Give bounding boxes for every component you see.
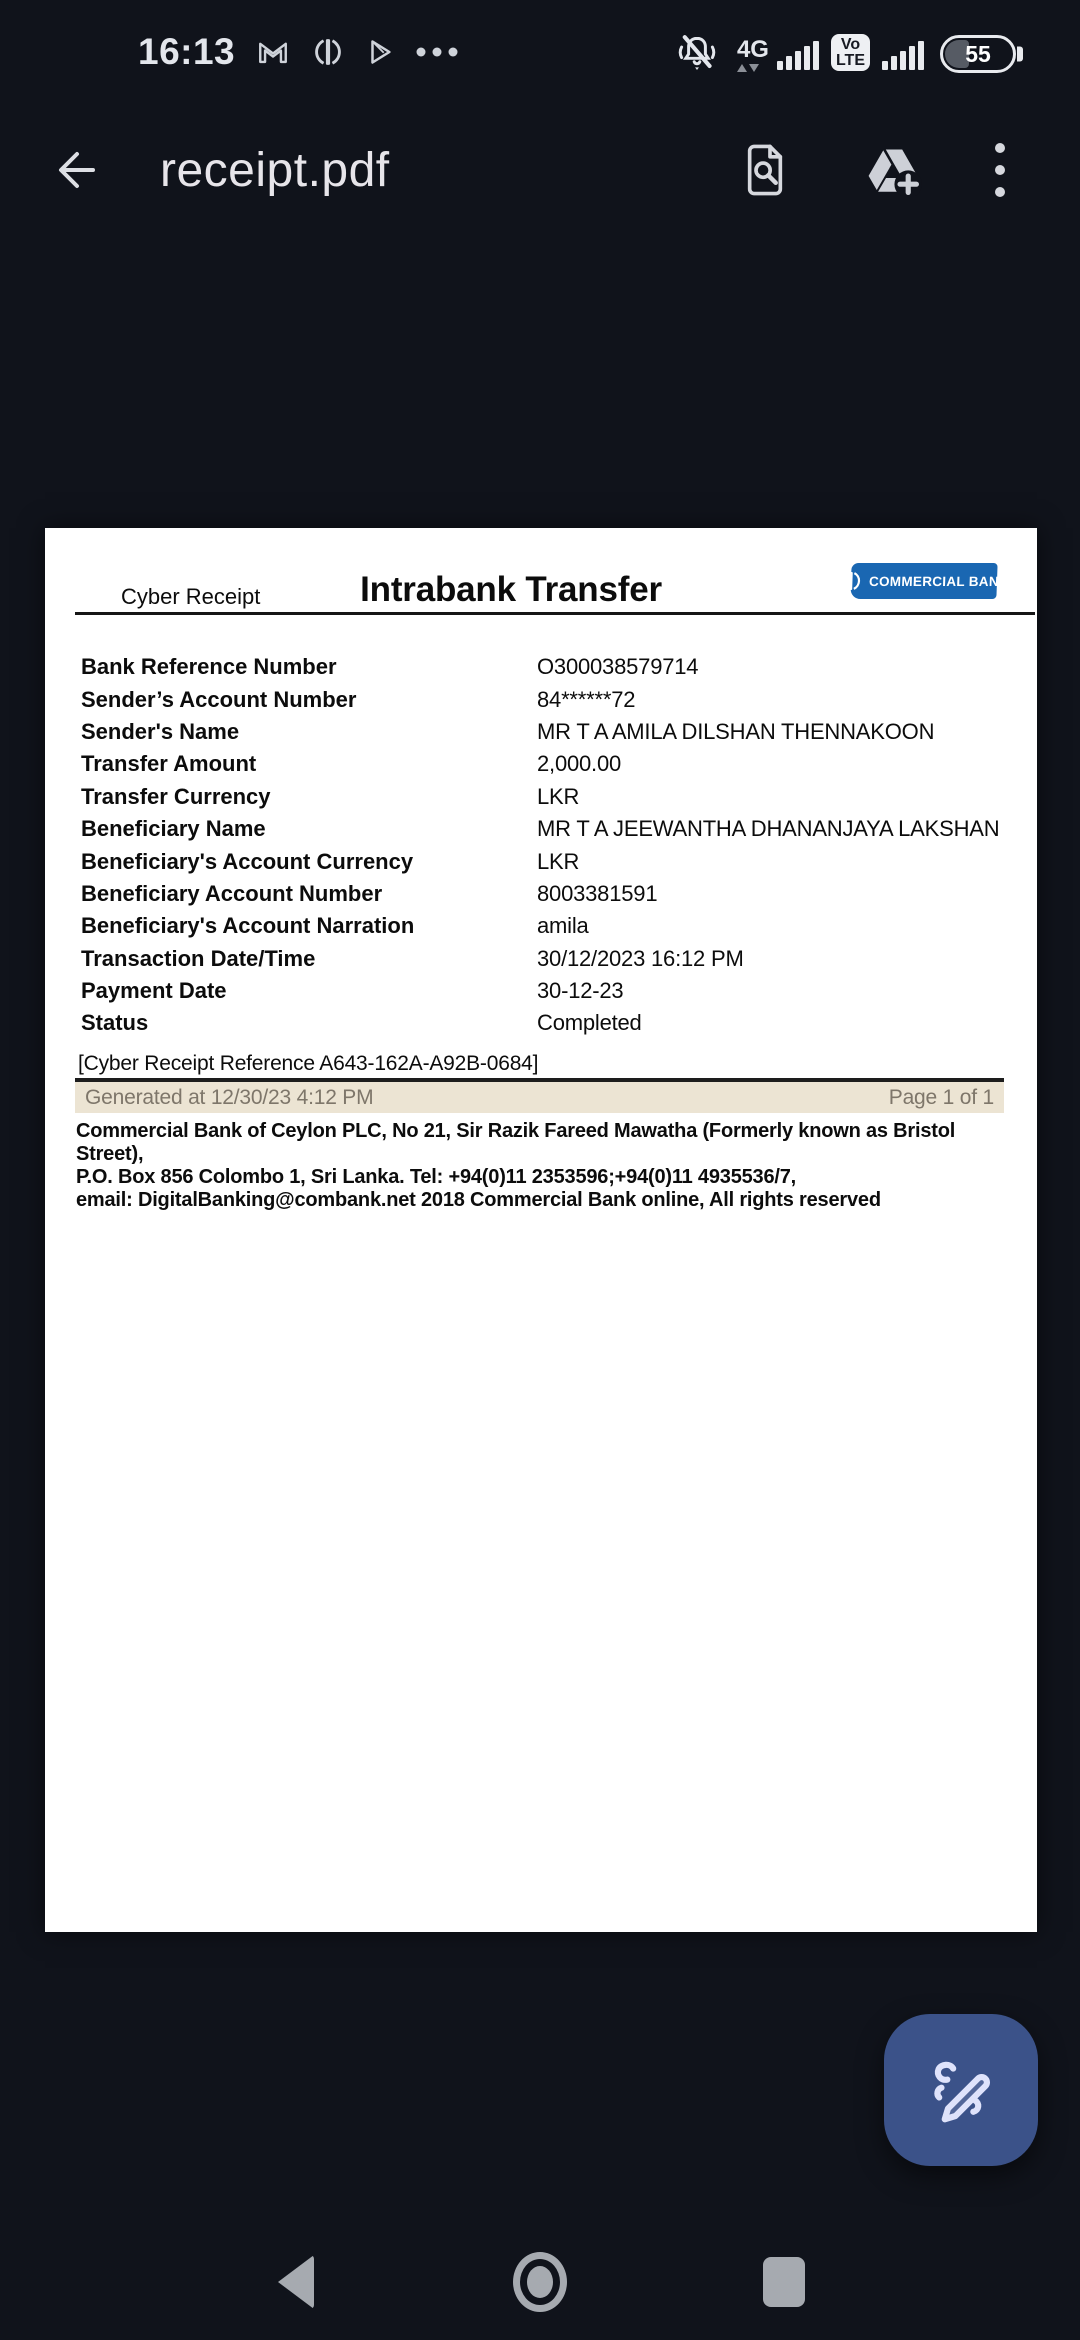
receipt-row: Transaction Date/Time 30/12/2023 16:12 PM <box>81 945 744 971</box>
receipt-row: Transfer Currency LKR <box>81 783 580 809</box>
signal-strength-icon-2 <box>882 41 924 73</box>
nav-home-icon <box>513 2252 567 2312</box>
navigation-bar <box>0 2224 1080 2340</box>
find-in-document-button[interactable] <box>742 141 788 199</box>
receipt-row: Beneficiary's Account Currency LKR <box>81 848 580 874</box>
signal-strength-icon-1 <box>777 41 819 73</box>
app-bar <box>0 108 1080 232</box>
receipt-row: Bank Reference Number O300038579714 <box>81 654 699 680</box>
header-divider <box>75 612 1035 615</box>
nav-home-button[interactable] <box>511 2250 569 2314</box>
nav-back-icon <box>278 2255 314 2309</box>
annotate-fab[interactable] <box>884 2014 1038 2166</box>
save-to-drive-button[interactable] <box>866 144 922 196</box>
signature-pen-icon <box>922 2051 1000 2129</box>
generated-bar <box>75 1082 1004 1113</box>
combank-notification-icon <box>311 36 345 68</box>
receipt-row: Beneficiary's Account Narration amila <box>81 913 589 939</box>
battery-indicator: 55 <box>940 35 1016 73</box>
receipt-row: Payment Date 30-12-23 <box>81 978 624 1004</box>
data-activity-arrows <box>737 64 759 72</box>
commercial-bank-logo <box>850 563 1010 599</box>
doc-type-label: Cyber Receipt <box>121 584 261 609</box>
bank-address-line: Commercial Bank of Ceylon PLC, No 21, Sir Razik Fareed Mawatha (Formerly known as Bristol Street), <box>76 1120 956 1165</box>
page-indicator: Page 1 of 1 <box>888 1085 994 1109</box>
gmail-notification-icon <box>255 35 291 69</box>
bank-address <box>76 1120 996 1212</box>
status-bar <box>0 0 1080 88</box>
bank-address-line: email: DigitalBanking@combank.net 2018 Commercial Bank online, All rights reserved <box>76 1189 881 1211</box>
combank-logo-icon <box>839 570 864 592</box>
find-in-page-icon <box>742 141 788 199</box>
generated-timestamp: Generated at 12/30/23 4:12 PM <box>85 1085 374 1109</box>
play-store-notification-icon <box>365 37 395 67</box>
receipt-row: Status Completed <box>81 1010 642 1036</box>
notifications-muted-icon <box>675 31 719 73</box>
bank-logo-text: COMMERCIAL BANK <box>868 573 1010 589</box>
drive-add-icon <box>866 144 922 196</box>
receipt-fields <box>45 651 1037 1040</box>
back-button[interactable] <box>48 141 106 199</box>
receipt-row: Beneficiary Name MR T A JEEWANTHA DHANANJAYA LAKSHAN <box>81 816 1000 842</box>
receipt-reference: [Cyber Receipt Reference A643-162A-A92B-0684] <box>78 1052 539 1075</box>
more-notifications-icon <box>415 46 459 58</box>
network-type: 4G <box>737 38 769 73</box>
pdf-page[interactable] <box>45 528 1037 1932</box>
back-arrow-icon <box>51 146 103 194</box>
bank-address-line: P.O. Box 856 Colombo 1, Sri Lanka. Tel: +94(0)11 2353596;+94(0)11 4935536/7, <box>76 1166 797 1188</box>
document-title: receipt.pdf <box>160 143 390 197</box>
kebab-menu-icon <box>994 140 1006 200</box>
nav-back-button[interactable] <box>267 2250 325 2314</box>
volte-badge: Vo LTE <box>831 34 870 71</box>
clock: 16:13 <box>138 31 236 72</box>
receipt-row: Transfer Amount 2,000.00 <box>81 751 622 777</box>
receipt-row: Beneficiary Account Number 8003381591 <box>81 880 658 906</box>
receipt-title: Intrabank Transfer <box>360 570 662 609</box>
nav-recents-button[interactable] <box>755 2250 813 2314</box>
receipt-row: Sender’s Account Number 84******72 <box>81 686 636 712</box>
overflow-menu-button[interactable] <box>994 140 1006 200</box>
nav-recents-icon <box>763 2257 805 2307</box>
receipt-row: Sender's Name MR T A AMILA DILSHAN THENNAKOON <box>81 718 935 744</box>
